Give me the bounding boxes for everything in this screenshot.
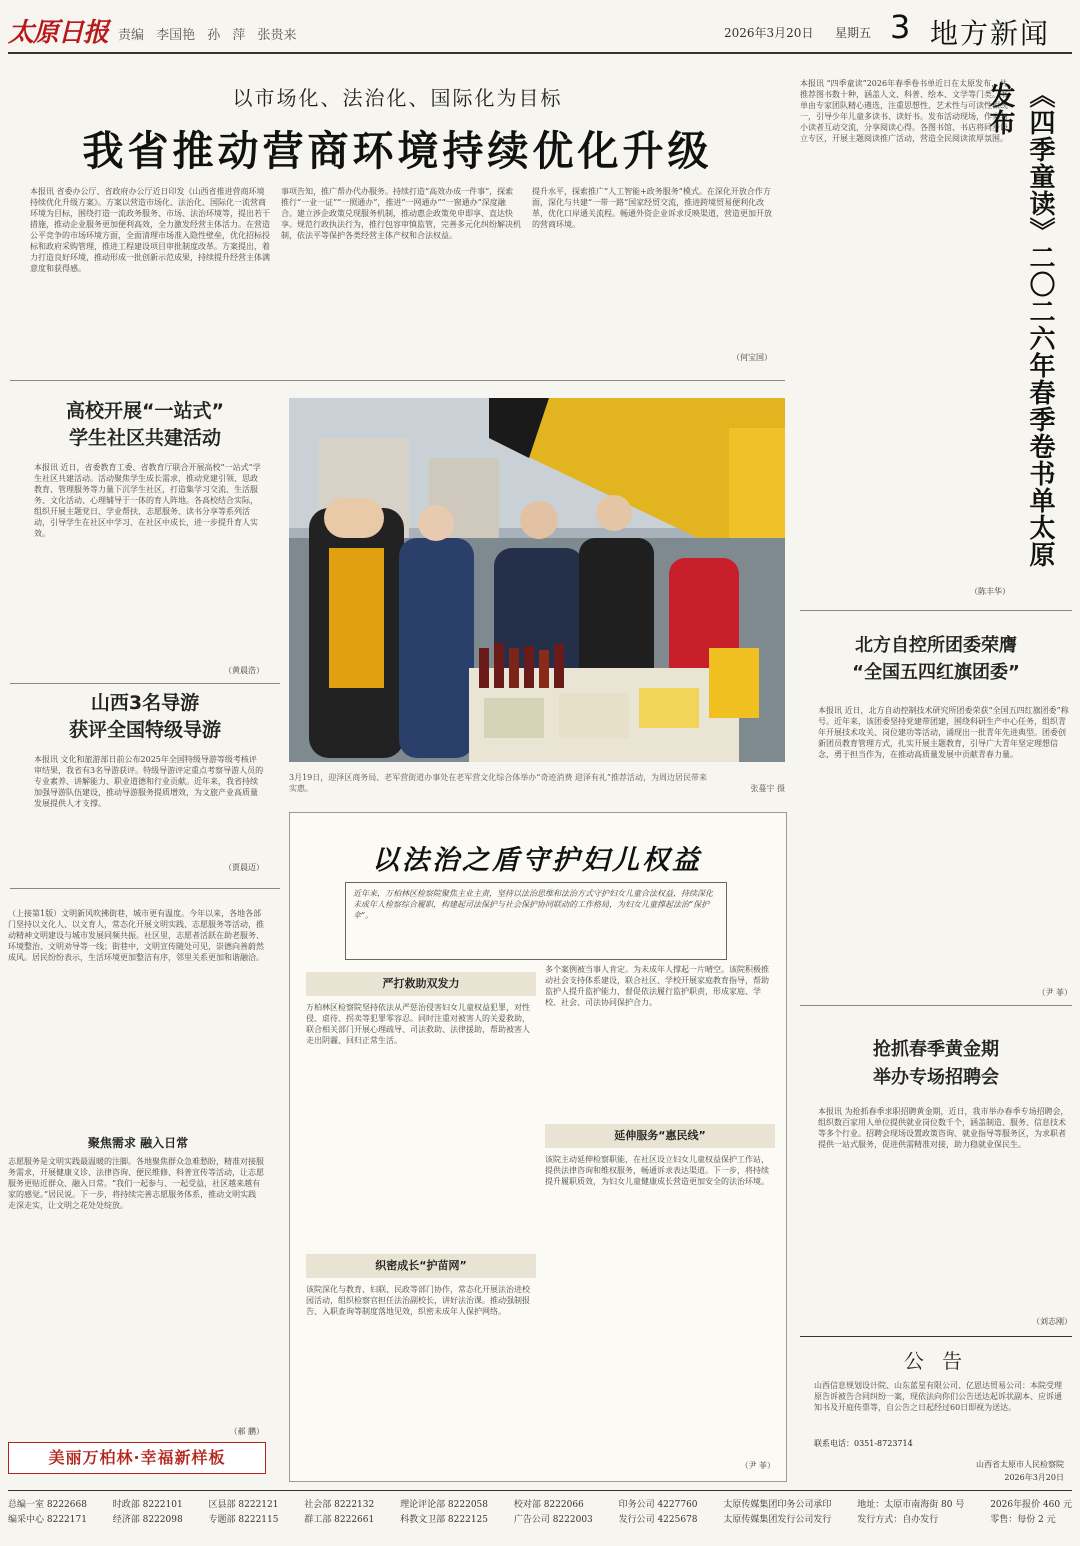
footer-rule (8, 1490, 1072, 1491)
left-b-title (10, 690, 280, 744)
feature-sub1 (306, 972, 536, 996)
left-c-banner-text: 美丽万柏林·幸福新样板 (48, 1448, 226, 1467)
feature-sub1-text: 严打救助双发力 (382, 977, 460, 990)
right-b-body: 本报讯 近日，北方自动控制技术研究所团委荣获“全国五四红旗团委”称号。近年来，该团委坚持党建带团建，围绕科研生产中心任务，组织青年开展技术攻关、岗位建功等活动，涌现出一批青年先进典型。团委创新团员教育管理方式，扎实开展主题教育，引导广大青年坚定理想信念，勇于担当作为，在推动高质量发展中贡献青春力量。 (818, 706, 1069, 759)
feature-intro: 近年来，万柏林区检察院聚焦主业主责，坚持以法治思维和法治方式守护妇女儿童合法权益，持续深化未成年人检察综合履职，构建起司法保护与社会保护协同联动的工作格局，为妇女儿童撑起法治“保护伞”。 (353, 889, 713, 920)
right-a-vertical-headline: 《四季童读》二〇二六年春季卷书单太原发布 (985, 82, 1055, 568)
right-b-title-line2: “全国五四红旗团委” (852, 662, 1020, 683)
right-a-byline: （陈丰华） (970, 587, 1010, 596)
lead-bottom-rule (10, 380, 785, 381)
left-b-title-line2: 获评全国特级导游 (68, 719, 221, 741)
issue-weekday: 星期五 (835, 26, 872, 40)
lead-byline: （何宝国） (732, 353, 772, 362)
feature-column-2: 多个案例被当事人肯定。为未成年人撑起一片晴空。该院积极推动社会支持体系建设，联合社区、学校开展家庭教育指导，帮助监护人提升监护能力，督促依法履行监护职责，形成家庭、学校、社会、司法协同保护合力。 (545, 965, 769, 1007)
footer-col-4: 社会部 8222132 群工部 8222661 (304, 1500, 375, 1525)
left-b-title-line1: 山西3名导游 (90, 692, 200, 714)
feature-byline: （尹 菲） (740, 1461, 775, 1470)
newspaper-logo: 太原日报 (8, 18, 109, 48)
left-b-body: 本报讯 文化和旅游部日前公布2025年全国特级导游等级考核评审结果，我省有3名导游获评。特级导游评定重点考察导游人员的专业素养、讲解能力、职业道德和行业贡献。近年来，我省持续加强导游队伍建设，推动导游服务提质增效，为文旅产业高质量发展提供人才支撑。 (34, 755, 264, 808)
feature-headline: 以法治之盾守护妇儿权益 (372, 845, 702, 876)
feature-sub2-text: 织密成长“护苗网” (375, 1259, 467, 1272)
footer-col-5: 理论评论部 8222058 科教文卫部 8222125 (400, 1500, 489, 1525)
issue-date: 2026年3月20日 (724, 26, 814, 40)
photo-caption: 3月19日，迎泽区商务局、老军营街道办事处在老军营文化综合体举办“奇迹消费 迎泽有礼”推荐活动，为周边居民带来实惠。 (289, 773, 707, 793)
masthead (0, 0, 1080, 56)
feature-column-2b: 该院主动延伸检察职能，在社区设立妇女儿童权益保护工作站，提供法律咨询和维权服务，畅通诉求表达渠道。下一步，将持续提升履职质效，为妇女儿童健康成长营造更加安全的法治环境。 (545, 1155, 769, 1186)
feature-sub3-text: 延伸服务“惠民线” (614, 1129, 706, 1142)
notice-date: 2026年3月20日 (1004, 1473, 1064, 1482)
lead-column-3: 提升水平，探索推广“人工智能+政务服务”模式。在深化开放合作方面，深化与共建“一带一路”国家经贸交流，推进跨境贸易便利化改革，优化口岸通关流程。畅通外资企业诉求反映渠道，营造更加开放的营商环境。 (532, 187, 772, 229)
footer-col-6: 校对部 8222066 广告公司 8222003 (513, 1500, 593, 1525)
feature-column-1b: 该院深化与教育、妇联、民政等部门协作，常态化开展法治进校园活动，组织检察官担任法治副校长，讲好法治课。推动强制报告、入职查询等制度落地见效，织密未成年人保护网络。 (306, 1285, 530, 1316)
editors-line: 责编 李国艳 孙 萍 张贵来 (118, 28, 297, 43)
left-a-title-line1: 高校开展“一站式” (66, 400, 224, 422)
notice-title: 公 告 (903, 1349, 969, 1373)
right-a-rule (800, 610, 1072, 611)
lead-kicker: 以市场化、法治化、国际化为目标 (232, 86, 563, 110)
left-c-body: （上接第1版）文明新风吹拂街巷，城市更有温度。今年以来，各地各部门坚持以文化人、以文育人，常态化开展文明实践、志愿服务等活动，推动精神文明建设与城市发展同频共振。社区里，志愿者活跃在助老服务、环境整治、文明劝导等一线；街巷中，文明宣传随处可见，崇德向善蔚然成风。居民纷纷表示，生活环境更加整洁有序，邻里关系更加和谐融洽。 (8, 909, 264, 962)
right-c-body: 本报讯 为抢抓春季求职招聘黄金期，近日，我市举办春季专场招聘会，组织数百家用人单位提供就业岗位数千个，涵盖制造、服务、信息技术等多个行业。招聘会现场设置政策咨询、就业指导等服务区，为求职者提供一站式服务，促进供需精准对接，助力稳就业保民生。 (818, 1107, 1069, 1149)
right-c-title-line2: 举办专场招聘会 (873, 1067, 999, 1088)
footer-col-3: 区县部 8222121 专题部 8222115 (208, 1500, 279, 1525)
left-a-rule (10, 683, 280, 684)
footer-contacts (8, 1498, 1072, 1538)
footer-col-2: 时政部 8222101 经济部 8222098 (112, 1500, 183, 1525)
section-name: 地方新闻 (930, 17, 1051, 50)
footer-col-8: 太原传媒集团印务公司承印 太原传媒集团发行公司发行 (723, 1500, 832, 1525)
right-b-rule (800, 1005, 1072, 1006)
masthead-rule (8, 52, 1072, 54)
right-b-byline: （尹 菲） (1037, 988, 1072, 997)
feature-column-1: 万柏林区检察院坚持依法从严惩治侵害妇女儿童权益犯罪，对性侵、虐待、拐卖等犯罪零容忍。同时注重对被害人的关爱救助，联合相关部门开展心理疏导、司法救助、法律援助，帮助被害人走出阴霾、回归正常生活。 (306, 1003, 530, 1045)
feature-sub3 (545, 1124, 775, 1148)
lead-column-1: 本报讯 省委办公厅、省政府办公厅近日印发《山西省推进营商环境持续优化升级方案》。方案以营造市场化、法治化、国际化一流营商环境为目标，围绕打造一流政务服务、市场、法治环境等，提出若干措施，推动企业服务更加便利高效，全力激发经营主体活力。在营造公平竞争的市场环境方面，全面清理市场准入隐性壁垒，优化招标投标和政府采购管理，推进工程建设项目审批制度改革。方案提出，着力打造良好环境，推动形成一批创新示范成果，持续提升经营主体满意度和获得感。 (30, 187, 270, 273)
left-a-title-line2: 学生社区共建活动 (68, 427, 221, 449)
right-b-title-line1: 北方自控所团委荣膺 (855, 635, 1017, 656)
photo-credit: 张蔓宇 摄 (750, 784, 785, 793)
left-a-title (10, 398, 280, 452)
public-notice (800, 1336, 1072, 1481)
left-c-banner (8, 1442, 266, 1474)
right-c-byline: （刘志刚） (1032, 1317, 1072, 1326)
footer-col-9: 地址：太原市南海街 80 号 发行方式：自办发行 (857, 1500, 965, 1525)
footer-col-7: 印务公司 4227760 发行公司 4225678 (618, 1500, 698, 1525)
left-a-byline: （黄晨浩） (224, 666, 264, 675)
right-c-title-line1: 抢抓春季黄金期 (873, 1039, 999, 1060)
notice-org: 山西省太原市人民检察院 (976, 1460, 1064, 1469)
left-c-byline: （郝 鹏） (229, 1427, 264, 1436)
right-c-title (800, 1036, 1072, 1092)
footer-col-1: 总编一室 8222668 编采中心 8222171 (8, 1500, 87, 1525)
page-number: 3 (890, 8, 911, 46)
footer-col-10: 2026年报价 460 元 零售：每份 2 元 (990, 1500, 1072, 1525)
notice-body: 山西信息规划设计院、山东蓝星有限公司、亿恩达贸易公司：本院受理原告诉被告合同纠纷一案，现依法向你们公告送达起诉状副本、应诉通知书及开庭传票等，自公告之日起经过60日即视为送达。 (814, 1381, 1062, 1412)
lead-headline: 我省推动营商环境持续优化升级 (82, 127, 713, 175)
right-b-title (800, 632, 1072, 686)
feature-sub2 (306, 1254, 536, 1278)
left-c-subhead: 聚焦需求 融入日常 (87, 1136, 189, 1150)
left-b-byline: （贾晨迈） (224, 863, 264, 872)
left-c-body-2: 志愿服务是文明实践最温暖的注脚。各地聚焦群众急难愁盼，精准对接服务需求，开展健康义诊、法律咨询、便民维修、科普宣传等活动，让志愿服务更贴近群众、融入日常。“我们一起参与、一起受益，社区越来越有家的感觉。”居民说。下一步，将持续完善志愿服务体系，推动文明实践走深走实，让文明之花处处绽放。 (8, 1157, 264, 1210)
left-b-rule (10, 888, 280, 889)
notice-phone: 联系电话：0351-8723714 (814, 1439, 913, 1448)
left-a-body: 本报讯 近日，省委教育工委、省教育厅联合开展高校“一站式”学生社区共建活动。活动聚焦学生成长需求，推动党建引领、思政教育、管理服务等力量下沉学生社区，打造集学习交流、生活服务、文化活动、心理辅导于一体的育人阵地。各高校结合实际，组织开展主题党日、学业帮扶、志愿服务、读书分享等系列活动，引导学生在社区中学习、在社区中成长，进一步提升育人实效。 (34, 463, 261, 538)
photo-illustration (289, 398, 785, 762)
lead-column-2: 事项告知，推广帮办代办服务。持续打造“高效办成一件事”，探索推行“一业一证”“一照通办”，推进“一网通办”“一窗通办”深度融合。建立涉企政策兑现服务机制，推动惠企政策免申即享、直达快享。规范行政执法行为，推行包容审慎监管，完善多元化纠纷解决机制，依法平等保护各类经营主体产权和合法权益。 (281, 187, 521, 240)
right-a-body: 本报讯 “四季童读”2026年春季卷书单近日在太原发布，共推荐图书数十种，涵盖人文、科普、绘本、文学等门类。书单由专家团队精心遴选，注重思想性、艺术性与可读性相统一，引导少年儿童多读书、读好书。发布活动现场，作家与小读者互动交流，分享阅读心得。各图书馆、书店将同步设立专区，开展主题阅读推广活动，营造全民阅读浓厚氛围。 (800, 79, 1008, 143)
news-photo (289, 398, 785, 762)
